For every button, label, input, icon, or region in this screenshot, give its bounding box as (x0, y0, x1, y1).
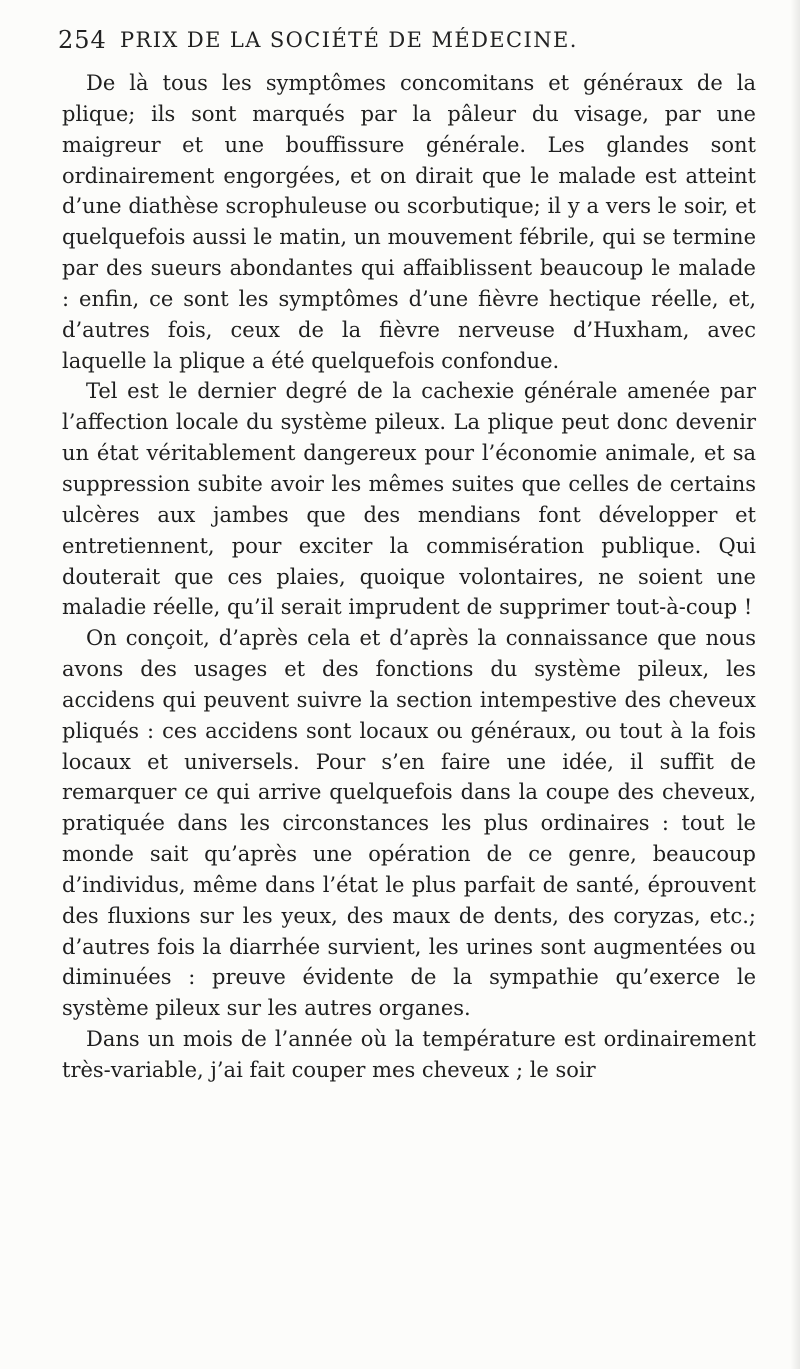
paragraph-4: Dans un mois de l’année où la température est ordinairement très-variable, j’ai fait couper mes cheveux ; le soir (62, 1027, 756, 1082)
running-title: PRIX DE LA SOCIÉTÉ DE MÉDECINE. (120, 28, 578, 52)
page-edge-shadow (790, 0, 800, 1369)
paragraph-3: On conçoit, d’après cela et d’après la connaissance que nous avons des usages et des fonctions du système pileux, les accidens qui peuvent suivre la section intempestive des cheveux pliqués : ces accidens sont locaux ou généraux, ou tout à la fois locaux et universels. Pour s’en faire une idée, il suffit de remarquer ce qui arrive quelquefois dans la coupe des cheveux, pratiquée dans les circonstances les plus ordinaires : tout le monde sait qu’après une opération de ce genre, beaucoup d’individus, même dans l’état le plus parfait de santé, éprouvent des fluxions sur les yeux, des maux de dents, des coryzas, etc.; d’autres fois la diarrhée survient, les urines sont augmentées ou diminuées : preuve évidente de la sympathie qu’exerce le système pileux sur les autres organes. (62, 626, 756, 1021)
paragraph-2: Tel est le dernier degré de la cachexie générale amenée par l’affection locale du système pileux. La plique peut donc devenir un état véritablement dangereux pour l’économie animale, et sa suppression subite avoir les mêmes suites que celles de certains ulcères aux jambes que des mendians font développer et entretiennent, pour exciter la commisération publique. Qui douterait que ces plaies, quoique volontaires, ne soient une maladie réelle, qu’il serait imprudent de supprimer tout-à-coup ! (62, 379, 756, 620)
page-number: 254 (58, 26, 107, 54)
page-header (58, 26, 758, 60)
body-text (62, 68, 756, 1086)
paragraph-1: De là tous les symptômes concomitans et généraux de la plique; ils sont marqués par la pâleur du visage, par une maigreur et une bouffissure générale. Les glandes sont ordinairement engorgées, et on dirait que le malade est atteint d’une diathèse scrophuleuse ou scorbutique; il y a vers le soir, et quelquefois aussi le matin, un mouvement fébrile, qui se termine par des sueurs abondantes qui affaiblissent beaucoup le malade : enfin, ce sont les symptômes d’une fièvre hectique réelle, et, d’autres fois, ceux de la fièvre nerveuse d’Huxham, avec laquelle la plique a été quelquefois confondue. (62, 71, 756, 373)
